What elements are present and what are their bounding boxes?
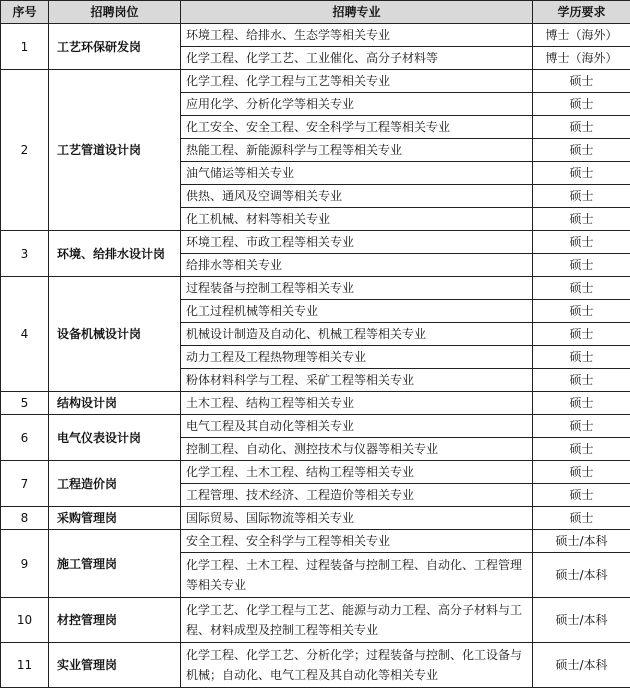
header-position: 招聘岗位 bbox=[49, 1, 181, 24]
major-cell: 热能工程、新能源科学与工程等相关专业 bbox=[181, 139, 533, 162]
position-cell: 工程造价岗 bbox=[49, 461, 181, 507]
row-number: 1 bbox=[1, 24, 49, 70]
table-row bbox=[1, 415, 630, 438]
major-cell: 化学工程、土木工程、过程装备与控制工程、自动化、工程管理等相关专业 bbox=[181, 553, 533, 598]
major-cell: 供热、通风及空调等相关专业 bbox=[181, 185, 533, 208]
row-number: 3 bbox=[1, 231, 49, 277]
table-row bbox=[1, 461, 630, 484]
major-cell: 化学工程、化学工艺、工业催化、高分子材料等 bbox=[181, 47, 533, 70]
education-cell: 硕士 bbox=[533, 415, 630, 438]
row-number: 10 bbox=[1, 598, 49, 643]
education-cell: 硕士 bbox=[533, 162, 630, 185]
major-cell: 化工过程机械等相关专业 bbox=[181, 300, 533, 323]
major-cell: 控制工程、自动化、测控技术与仪器等相关专业 bbox=[181, 438, 533, 461]
header-no: 序号 bbox=[1, 1, 49, 24]
education-cell: 硕士 bbox=[533, 139, 630, 162]
major-cell: 动力工程及工程热物理等相关专业 bbox=[181, 346, 533, 369]
row-number: 8 bbox=[1, 507, 49, 530]
education-cell: 硕士 bbox=[533, 277, 630, 300]
education-cell: 硕士 bbox=[533, 254, 630, 277]
position-cell: 采购管理岗 bbox=[49, 507, 181, 530]
major-cell: 环境工程、给排水、生态学等相关专业 bbox=[181, 24, 533, 47]
major-cell: 工程管理、技术经济、工程造价等相关专业 bbox=[181, 484, 533, 507]
major-cell: 化学工程、土木工程、结构工程等相关专业 bbox=[181, 461, 533, 484]
table-row bbox=[1, 643, 630, 688]
table-row bbox=[1, 70, 630, 93]
major-cell: 给排水等相关专业 bbox=[181, 254, 533, 277]
position-cell: 环境、给排水设计岗 bbox=[49, 231, 181, 277]
position-cell: 电气仪表设计岗 bbox=[49, 415, 181, 461]
position-cell: 工艺管道设计岗 bbox=[49, 70, 181, 231]
table-row bbox=[1, 598, 630, 643]
header-education: 学历要求 bbox=[533, 1, 630, 24]
education-cell: 硕士 bbox=[533, 93, 630, 116]
position-cell: 工艺环保研发岗 bbox=[49, 24, 181, 70]
education-cell: 硕士 bbox=[533, 231, 630, 254]
major-cell: 国际贸易、国际物流等相关专业 bbox=[181, 507, 533, 530]
row-number: 5 bbox=[1, 392, 49, 415]
education-cell: 博士（海外） bbox=[533, 24, 630, 47]
header-major: 招聘专业 bbox=[181, 1, 533, 24]
education-cell: 博士（海外） bbox=[533, 47, 630, 70]
education-cell: 硕士 bbox=[533, 346, 630, 369]
major-cell: 化工安全、安全工程、安全科学与工程等相关专业 bbox=[181, 116, 533, 139]
row-number: 4 bbox=[1, 277, 49, 392]
table-body bbox=[1, 24, 630, 688]
table-row bbox=[1, 24, 630, 47]
major-cell: 应用化学、分析化学等相关专业 bbox=[181, 93, 533, 116]
table-row bbox=[1, 392, 630, 415]
major-cell: 化学工艺、化学工程与工艺、能源与动力工程、高分子材料与工程、材料成型及控制工程等相关专业 bbox=[181, 598, 533, 643]
major-cell: 环境工程、市政工程等相关专业 bbox=[181, 231, 533, 254]
education-cell: 硕士/本科 bbox=[533, 530, 630, 553]
major-cell: 安全工程、安全科学与工程等相关专业 bbox=[181, 530, 533, 553]
education-cell: 硕士 bbox=[533, 392, 630, 415]
table-row bbox=[1, 231, 630, 254]
row-number: 9 bbox=[1, 530, 49, 598]
position-cell: 结构设计岗 bbox=[49, 392, 181, 415]
table-row bbox=[1, 277, 630, 300]
education-cell: 硕士 bbox=[533, 438, 630, 461]
major-cell: 过程装备与控制工程等相关专业 bbox=[181, 277, 533, 300]
major-cell: 油气储运等相关专业 bbox=[181, 162, 533, 185]
education-cell: 硕士 bbox=[533, 300, 630, 323]
position-cell: 施工管理岗 bbox=[49, 530, 181, 598]
major-cell: 化工机械、材料等相关专业 bbox=[181, 208, 533, 231]
table-row bbox=[1, 530, 630, 553]
row-number: 11 bbox=[1, 643, 49, 688]
major-cell: 化学工程、化学工艺、分析化学；过程装备与控制、化工设备与机械；自动化、电气工程及其自动化等相关专业 bbox=[181, 643, 533, 688]
major-cell: 机械设计制造及自动化、机械工程等相关专业 bbox=[181, 323, 533, 346]
education-cell: 硕士/本科 bbox=[533, 643, 630, 688]
table-header bbox=[1, 1, 630, 24]
table-row bbox=[1, 507, 630, 530]
education-cell: 硕士 bbox=[533, 484, 630, 507]
education-cell: 硕士 bbox=[533, 185, 630, 208]
major-cell: 土木工程、结构工程等相关专业 bbox=[181, 392, 533, 415]
row-number: 7 bbox=[1, 461, 49, 507]
education-cell: 硕士 bbox=[533, 461, 630, 484]
education-cell: 硕士/本科 bbox=[533, 598, 630, 643]
major-cell: 化学工程、化学工程与工艺等相关专业 bbox=[181, 70, 533, 93]
education-cell: 硕士 bbox=[533, 323, 630, 346]
education-cell: 硕士 bbox=[533, 507, 630, 530]
education-cell: 硕士 bbox=[533, 369, 630, 392]
header-row bbox=[1, 1, 630, 24]
major-cell: 电气工程及其自动化等相关专业 bbox=[181, 415, 533, 438]
row-number: 2 bbox=[1, 70, 49, 231]
major-cell: 粉体材料科学与工程、采矿工程等相关专业 bbox=[181, 369, 533, 392]
education-cell: 硕士 bbox=[533, 116, 630, 139]
row-number: 6 bbox=[1, 415, 49, 461]
education-cell: 硕士 bbox=[533, 70, 630, 93]
education-cell: 硕士 bbox=[533, 208, 630, 231]
education-cell: 硕士/本科 bbox=[533, 553, 630, 598]
position-cell: 材控管理岗 bbox=[49, 598, 181, 643]
position-cell: 实业管理岗 bbox=[49, 643, 181, 688]
position-cell: 设备机械设计岗 bbox=[49, 277, 181, 392]
